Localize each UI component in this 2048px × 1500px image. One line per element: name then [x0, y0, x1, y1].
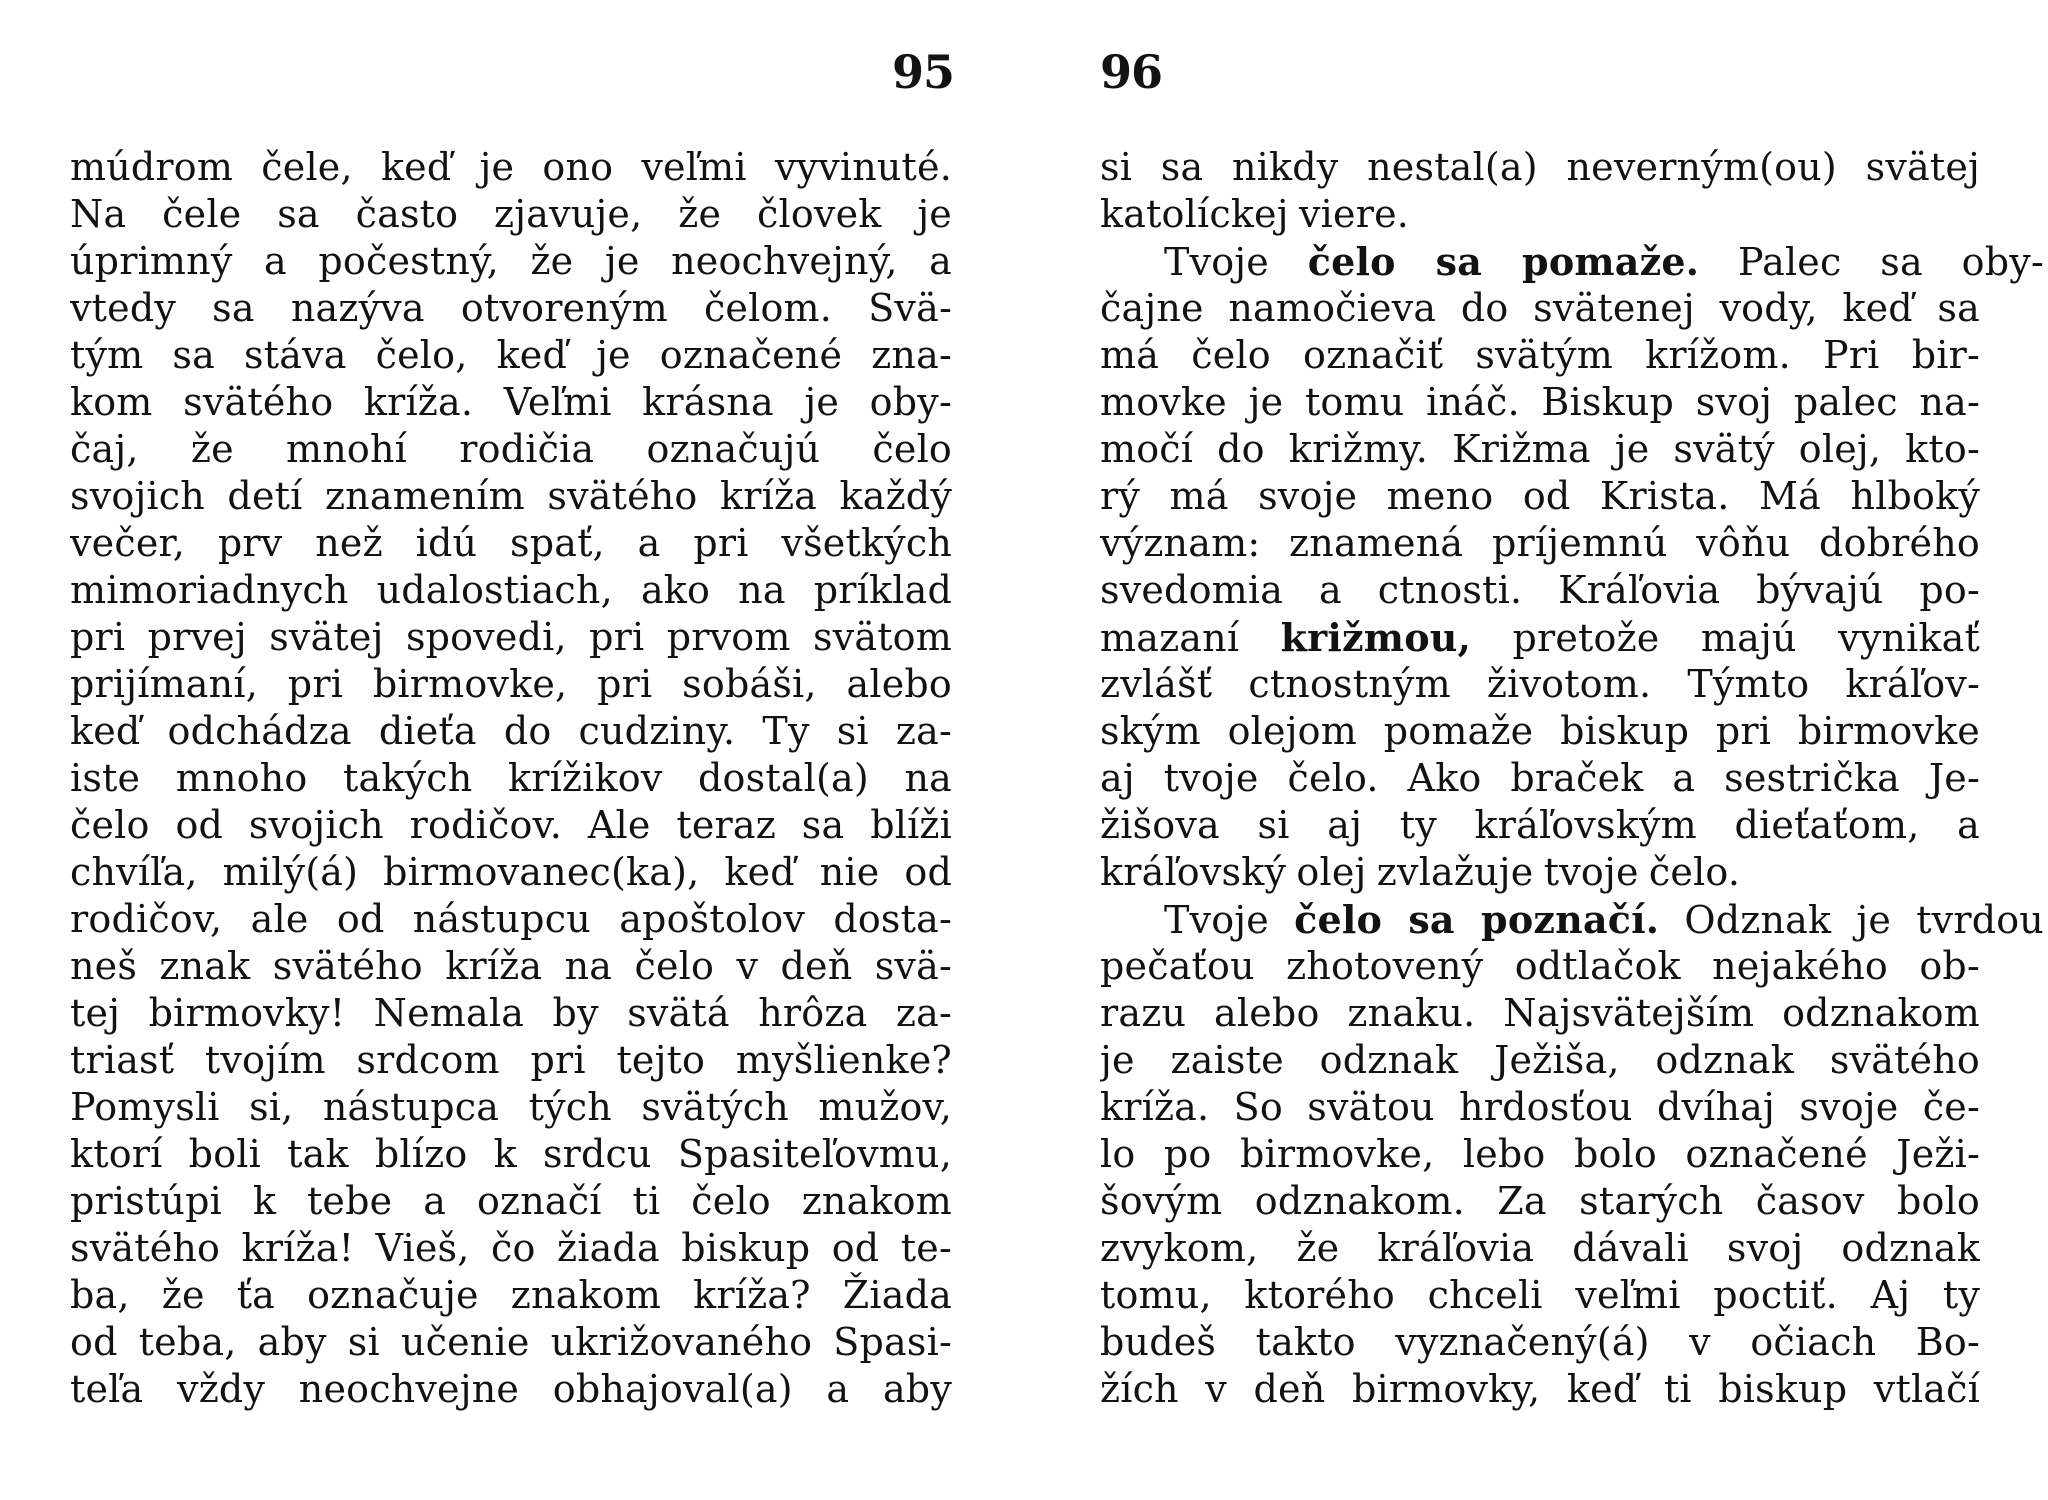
text-run: Na čele sa často zjavuje, že človek je — [70, 192, 952, 236]
text-line — [70, 614, 952, 661]
text-run: tomu, ktorého chceli veľmi poctiť. Aj ty — [1100, 1273, 1980, 1317]
text-line — [1100, 285, 1980, 332]
text-line — [70, 567, 952, 614]
text-line — [1100, 191, 1980, 238]
text-line — [70, 426, 952, 473]
text-line — [70, 661, 952, 708]
text-line — [1100, 1131, 1980, 1178]
text-run: zvlášť ctnostným životom. Týmto kráľov- — [1100, 662, 1980, 706]
page-number: 96 — [1100, 45, 1163, 99]
text-run: Palec sa oby- — [1699, 240, 2044, 284]
bold-phrase: čelo sa poznačí. — [1294, 897, 1660, 942]
text-line — [70, 990, 952, 1037]
text-run: ským olejom pomaže biskup pri birmovke — [1100, 709, 1980, 753]
text-run: svätého kríža! Vieš, čo žiada biskup od te- — [70, 1226, 952, 1270]
text-line — [1100, 567, 1980, 614]
text-run: chvíľa, milý(á) birmovanec(ka), keď nie od — [70, 850, 952, 894]
text-run: má čelo označiť svätým krížom. Pri bir- — [1100, 333, 1980, 377]
bold-phrase: križmou, — [1280, 615, 1472, 660]
bold-phrase: čelo sa pomaže. — [1307, 239, 1700, 284]
text-run: čaj, že mnohí rodičia označujú čelo — [70, 427, 952, 471]
text-line — [70, 1037, 952, 1084]
text-line — [1100, 896, 2044, 943]
text-line — [70, 238, 952, 285]
text-run: od teba, aby si učenie ukrižovaného Spasi- — [70, 1320, 952, 1364]
text-line — [70, 755, 952, 802]
text-run: múdrom čele, keď je ono veľmi vyvinuté. — [70, 145, 952, 189]
text-run: úprimný a počestný, že je neochvejný, a — [70, 239, 952, 283]
text-line — [70, 191, 952, 238]
text-line — [70, 708, 952, 755]
text-run: aj tvoje čelo. Ako braček a sestrička Je- — [1100, 756, 1980, 800]
text-run: prijímaní, pri birmovke, pri sobáši, alebo — [70, 662, 952, 706]
text-line — [1100, 520, 1980, 567]
text-line — [1100, 614, 1980, 661]
text-run: iste mnoho takých krížikov dostal(a) na — [70, 756, 952, 800]
text-run: lo po birmovke, lebo bolo označené Ježi- — [1100, 1132, 1980, 1176]
text-run: Odznak je tvrdou — [1659, 898, 2044, 942]
text-line — [70, 473, 952, 520]
text-line — [70, 144, 952, 191]
text-run: keď odchádza dieťa do cudziny. Ty si za- — [70, 709, 952, 753]
text-line — [70, 520, 952, 567]
text-run: tým sa stáva čelo, keď je označené zna- — [70, 333, 952, 377]
text-line — [1100, 661, 1980, 708]
text-run: katolíckej viere. — [1100, 192, 1410, 236]
page-number: 95 — [892, 45, 955, 99]
text-run: teľa vždy neochvejne obhajoval(a) a aby — [70, 1367, 952, 1411]
text-line — [70, 1366, 952, 1413]
text-run: ba, že ťa označuje znakom kríža? Žiada — [70, 1273, 952, 1317]
text-run: kríža. So svätou hrdosťou dvíhaj svoje če- — [1100, 1085, 1980, 1129]
text-line — [70, 285, 952, 332]
text-run: zvykom, že kráľovia dávali svoj odznak — [1100, 1226, 1980, 1270]
text-run: ktorí boli tak blízo k srdcu Spasiteľovmu, — [70, 1132, 952, 1176]
text-line — [1100, 426, 1980, 473]
text-line — [1100, 1366, 1980, 1413]
text-line — [1100, 755, 1980, 802]
text-line — [70, 379, 952, 426]
text-line — [1100, 849, 1980, 896]
text-line — [1100, 990, 1980, 1037]
text-line — [70, 1178, 952, 1225]
text-run: movke je tomu ináč. Biskup svoj palec na- — [1100, 380, 1980, 424]
text-run: mimoriadnych udalostiach, ako na príklad — [70, 568, 952, 612]
text-run: mazaní — [1100, 616, 1281, 660]
text-run: žích v deň birmovky, keď ti biskup vtlačí — [1100, 1367, 1980, 1411]
text-line — [1100, 379, 1980, 426]
text-line — [1100, 1225, 1980, 1272]
text-run: si sa nikdy nestal(a) neverným(ou) svätej — [1100, 145, 1980, 189]
text-line — [1100, 144, 1980, 191]
text-line — [70, 1272, 952, 1319]
text-run: neš znak svätého kríža na čelo v deň svä- — [70, 944, 952, 988]
text-run: vtedy sa nazýva otvoreným čelom. Svä- — [70, 286, 952, 330]
text-line — [1100, 332, 1980, 379]
text-line — [70, 849, 952, 896]
text-line — [1100, 1272, 1980, 1319]
text-run: pečaťou zhotovený odtlačok nejakého ob- — [1100, 944, 1980, 988]
text-run: razu alebo znaku. Najsvätejším odznakom — [1100, 991, 1980, 1035]
text-line — [70, 802, 952, 849]
text-line — [1100, 1178, 1980, 1225]
text-line — [1100, 943, 1980, 990]
text-run: rý má svoje meno od Krista. Má hlboký — [1100, 474, 1980, 518]
text-line — [1100, 473, 1980, 520]
page-left — [70, 0, 955, 1500]
text-run: večer, prv než idú spať, a pri všetkých — [70, 521, 952, 565]
text-line — [1100, 1084, 1980, 1131]
text-run: Pomysli si, nástupca tých svätých mužov, — [70, 1085, 952, 1129]
text-run: pretože majú vynikať — [1471, 616, 1980, 660]
page-text — [1100, 144, 2044, 1413]
text-line — [70, 1225, 952, 1272]
text-run: kom svätého kríža. Veľmi krásna je oby- — [70, 380, 952, 424]
text-run: šovým odznakom. Za starých časov bolo — [1100, 1179, 1980, 1223]
text-run: budeš takto vyznačený(á) v očiach Bo- — [1100, 1320, 1980, 1364]
text-line — [1100, 1037, 1980, 1084]
text-run: Tvoje — [1164, 898, 1295, 942]
text-run: čajne namočieva do svätenej vody, keď sa — [1100, 286, 1980, 330]
text-run: význam: znamená príjemnú vôňu dobrého — [1100, 521, 1980, 565]
text-line — [70, 1084, 952, 1131]
text-line — [70, 943, 952, 990]
text-line — [70, 1131, 952, 1178]
text-run: kráľovský olej zvlažuje tvoje čelo. — [1100, 850, 1741, 894]
text-line — [1100, 708, 1980, 755]
text-run: pristúpi k tebe a označí ti čelo znakom — [70, 1179, 952, 1223]
page-text — [70, 144, 950, 1413]
text-run: rodičov, ale od nástupcu apoštolov dosta- — [70, 897, 952, 941]
text-line — [70, 1319, 952, 1366]
text-run: čelo od svojich rodičov. Ale teraz sa blíži — [70, 803, 952, 847]
text-run: Tvoje — [1164, 240, 1308, 284]
text-run: žišova si aj ty kráľovským dieťaťom, a — [1100, 803, 1980, 847]
text-line — [1100, 1319, 1980, 1366]
text-line — [70, 332, 952, 379]
text-run: triasť tvojím srdcom pri tejto myšlienke? — [70, 1038, 952, 1082]
text-run: močí do križmy. Križma je svätý olej, kto- — [1100, 427, 1980, 471]
text-run: pri prvej svätej spovedi, pri prvom svätom — [70, 615, 952, 659]
text-line — [1100, 802, 1980, 849]
text-run: svojich detí znamením svätého kríža každý — [70, 474, 952, 518]
page-right — [1100, 0, 2044, 1500]
text-line — [1100, 238, 2044, 285]
text-line — [70, 896, 952, 943]
text-run: tej birmovky! Nemala by svätá hrôza za- — [70, 991, 952, 1035]
text-run: je zaiste odznak Ježiša, odznak svätého — [1100, 1038, 1980, 1082]
text-run: svedomia a ctnosti. Kráľovia bývajú po- — [1100, 568, 1980, 612]
